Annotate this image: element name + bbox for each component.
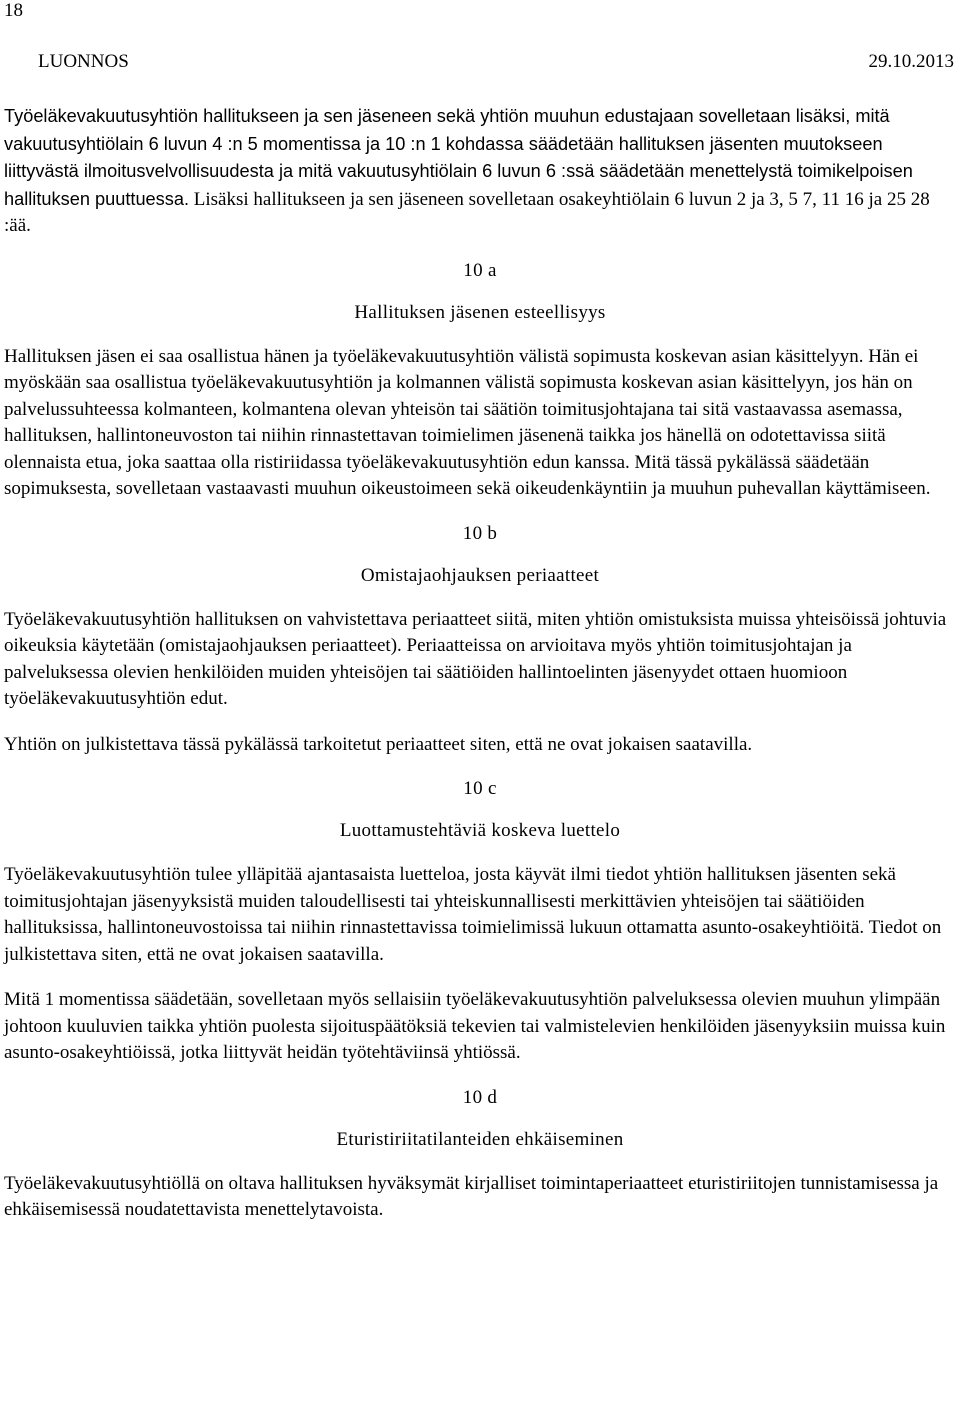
section-title: Eturistiriitatilanteiden ehkäiseminen	[336, 1128, 624, 1150]
page-number: 18	[4, 0, 23, 21]
document-date: 29.10.2013	[868, 51, 954, 72]
section-paragraph: Yhtiön on julkistettava tässä pykälässä tarkoitetut periaatteet siten, että ne ovat jokaisen saatavilla.	[4, 733, 753, 755]
section-title: Hallituksen jäsenen esteellisyys	[354, 301, 606, 323]
section-paragraph: Työeläkevakuutusyhtiöllä on oltava hallituksen hyväksymät kirjalliset toimintaperiaatteet eturistiriitojen tunnistamisessa ja ehkäisemisessä noudatettavista menettelytavoista.	[4, 1172, 939, 1220]
section-number: 10 c	[463, 778, 497, 799]
section-title: Luottamustehtäviä koskeva luettelo	[339, 820, 621, 841]
intro-text-serif: Lisäksi hallitukseen ja sen jäseneen sovelletaan osakeyhtiölain 6 luvun 2 ja 3, 5 7, 11 16 ja 25 28 :ää.	[4, 188, 930, 236]
section-paragraph: Työeläkevakuutusyhtiön hallituksen on vahvistettava periaatteet siitä, miten yhtiön omistuksista muissa yhteisöissä johtuvia oikeuksia käytetään (omistajaohjauksen periaatteet). Periaatteissa on arvioitava myös yhtiön toimitusjohtajan ja palveluksessa olevien henkilöiden muiden yhteisöjen tai säätiöiden hallintoelinten jäsenyydet ottaen huomioon työeläkevakuutusyhtiön edut.	[4, 608, 947, 709]
section-title: Omistajaohjauksen periaatteet	[360, 564, 600, 586]
intro-text-sans: Työeläkevakuutusyhtiön hallitukseen ja sen jäseneen sekä yhtiön muuhun edustajaan sovelletaan lisäksi, mitä vakuutusyhtiölain 6 luvun 4 :n 5 momentissa ja 10 :n 1 kohdassa säädetään hallituksen jäsenten muutokseen liittyvästä ilmoitusvelvollisuudesta ja mitä vakuutusyhtiölain 6 luvun 6 :ssä säädetään menettelystä toimikelpoisen hallituksen puuttuessa.	[4, 106, 913, 209]
section-number: 10 d	[462, 1086, 498, 1108]
document-header	[38, 51, 954, 73]
section-number: 10 a	[463, 259, 497, 281]
intro-paragraph	[4, 103, 956, 240]
section-number: 10 b	[462, 522, 498, 544]
section-paragraph: Työeläkevakuutusyhtiön tulee ylläpitää ajantasaista luetteloa, josta käyvät ilmi tiedot yhtiön hallituksen jäsenten sekä toimitusjohtajan jäsenyyksistä muiden taloudellisesti tai yhteiskunnallisesti merkittävien yhteisöjen tai säätiöiden hallituksissa, hallintoneuvostoissa tai niihin rinnastettavissa toimielimissä lukuun ottamatta asunto-osakeyhtiöitä. Tiedot on julkistettava siten, että ne ovat jokaisen saatavilla.	[4, 864, 942, 965]
draft-label: LUONNOS	[38, 51, 129, 72]
section-paragraph: Mitä 1 momentissa säädetään, sovelletaan myös sellaisiin työeläkevakuutusyhtiön palveluksessa olevien muuhun ylimpään johtoon kuuluvien taikka yhtiön puolesta sijoituspäätöksiä tekevien tai valmistelevien henkilöiden jäsenyyksiin muissa kuin asunto-osakeyhtiöissä, jotka liittyvät heidän työtehtäviinsä yhtiössä.	[4, 989, 946, 1063]
section-paragraph: Hallituksen jäsen ei saa osallistua hänen ja työeläkevakuutusyhtiön välistä sopimusta koskevan asian käsittelyyn. Hän ei myöskään saa osallistua työeläkevakuutusyhtiön ja kolmannen välistä sopimusta koskevan asian käsittelyyn, jos hän on palvelussuhteessa kolmanteen, kolmantena olevan yhteisön tai säätiön toimitusjohtajana tai sitä vastaavassa asemassa, hallituksen, hallintoneuvoston tai niihin rinnastettavan toimielimen jäsenenä taikka jos hänellä on odotettavissa siitä olennaista etua, joka saattaa olla ristiriidassa työeläkevakuutusyhtiön edun kanssa. Mitä tässä pykälässä säädetään sopimuksesta, sovelletaan vastaavasti muuhun oikeustoimeen sekä oikeudenkäyntiin ja muuhun puhevallan käyttämiseen.	[4, 345, 931, 499]
document-body	[4, 103, 956, 1224]
